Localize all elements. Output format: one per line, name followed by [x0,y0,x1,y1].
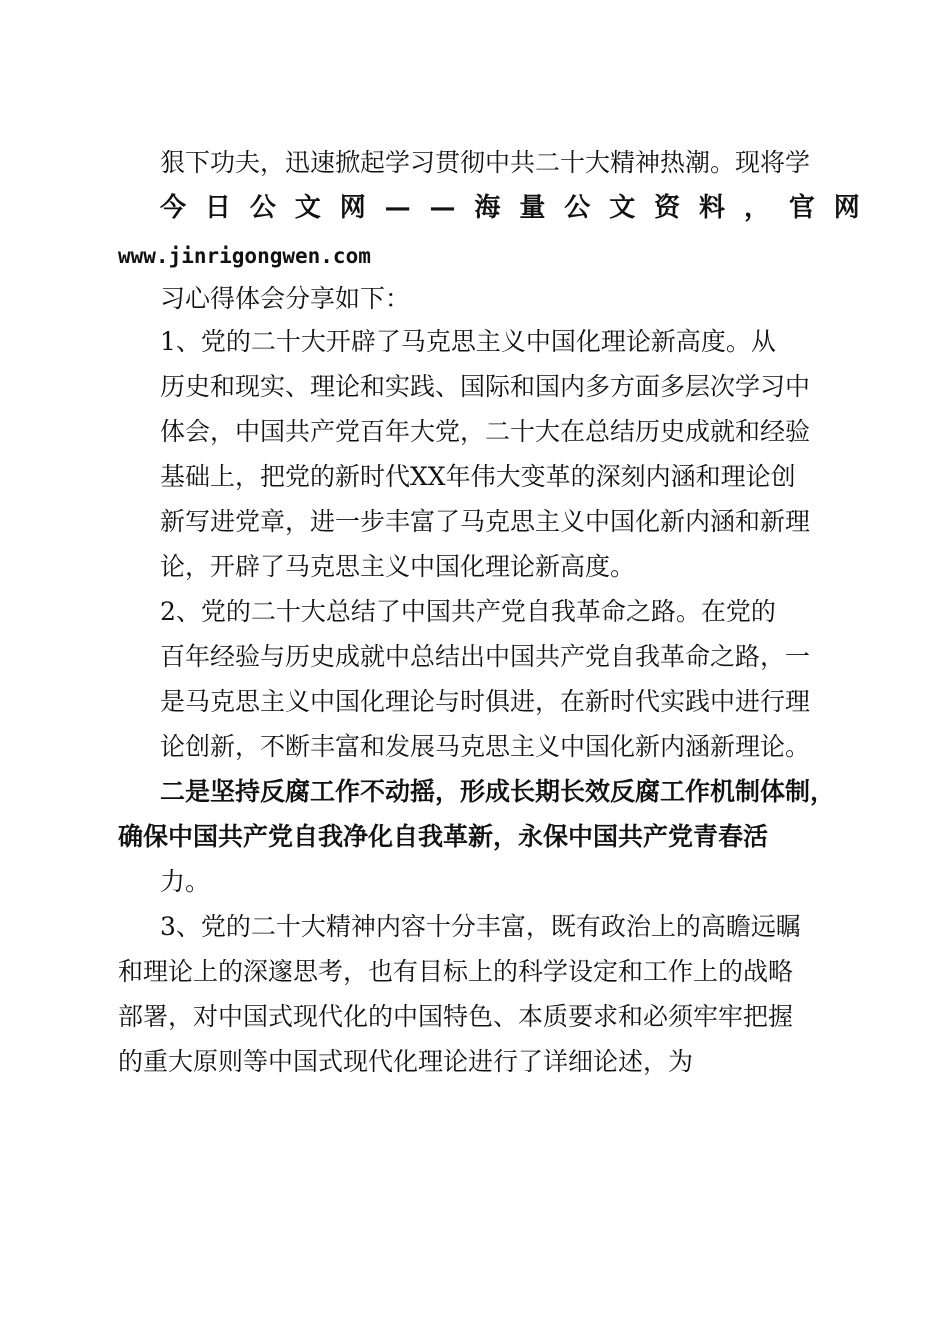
body-line-10: 百年经验与历史成就中总结出中国共产党自我革命之路，一 [160,642,811,671]
body-line-7: 新写进党章，进一步丰富了马克思主义中国化新内涵和新理 [160,507,811,536]
body-line-12: 论创新，不断丰富和发展马克思主义中国化新内涵新理论。 [160,732,811,761]
body-line-16: 3、党的二十大精神内容十分丰富，既有政治上的高瞻远瞩 [160,912,801,941]
body-line-17: 和理论上的深邃思考，也有目标上的科学设定和工作上的战略 [118,957,794,986]
body-line-13: 二是坚持反腐工作不动摇，形成长期长效反腐工作机制体制， [160,777,836,806]
body-line-18: 部署，对中国式现代化的中国特色、本质要求和必须牢牢把握 [118,1002,794,1031]
body-line-15: 力。 [160,867,211,896]
body-line-1: 狠下功夫，迅速掀起学习贯彻中共二十大精神热潮。现将学 [160,148,811,177]
body-line-2: 习心得体会分享如下： [160,284,411,313]
body-line-8: 论，开辟了马克思主义中国化理论新高度。 [160,552,636,581]
body-line-14: 确保中国共产党自我净化自我革新，永保中国共产党青春活 [118,822,769,851]
body-line-9: 2、党的二十大总结了中国共产党自我革命之路。在党的 [160,597,776,626]
body-line-6: 基础上，把党的新时代XX年伟大变革的深刻内涵和理论创 [160,462,796,491]
body-line-4: 历史和现实、理论和实践、国际和国内多方面多层次学习中 [160,372,811,401]
body-line-3: 1、党的二十大开辟了马克思主义中国化理论新高度。从 [160,327,776,356]
body-line-19: 的重大原则等中国式现代化理论进行了详细论述，为 [118,1047,694,1076]
body-line-11: 是马克思主义中国化理论与时俱进，在新时代实践中进行理 [160,687,811,716]
body-line-5: 体会，中国共产党百年大党，二十大在总结历史成就和经验 [160,417,811,446]
watermark-url[interactable]: www.jinrigongwen.com [118,244,371,268]
watermark-banner: 今 日 公 文 网 — — 海 量 公 文 资 料 ， 官 网 [160,193,860,223]
